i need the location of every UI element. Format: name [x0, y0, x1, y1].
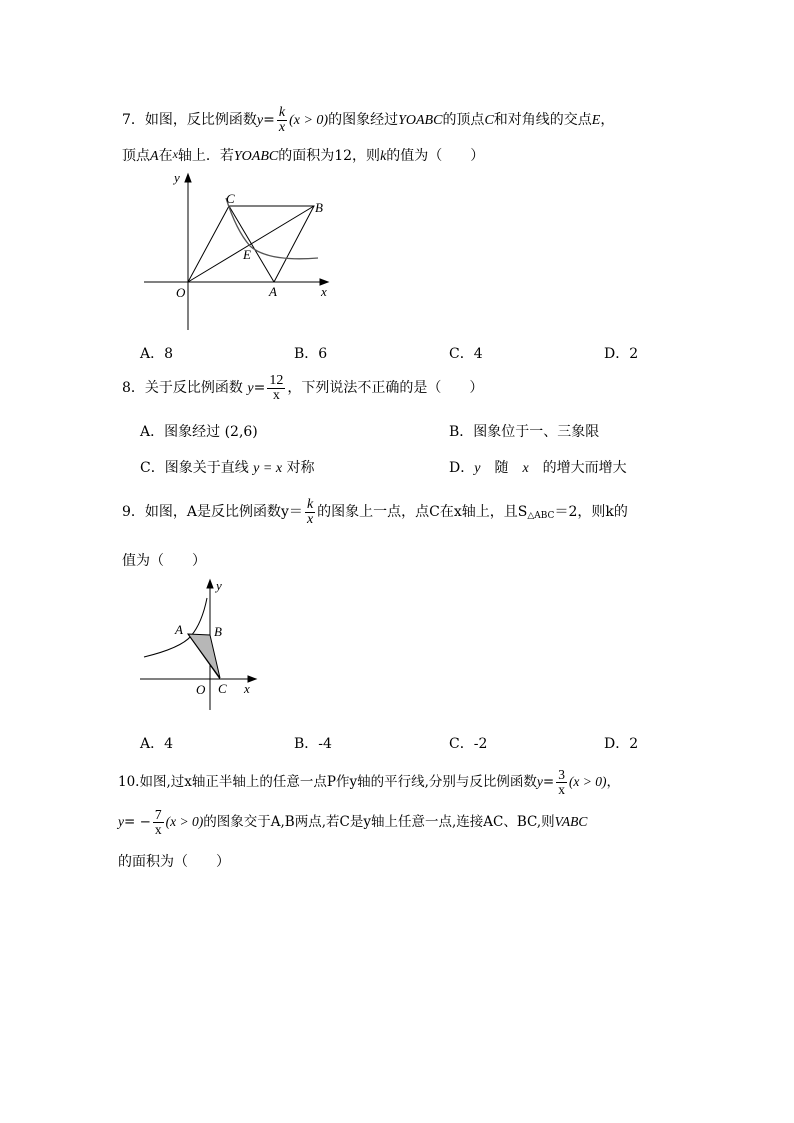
q10-line3: 的面积为（ ）: [118, 854, 230, 870]
q9-option-c[interactable]: C．-2: [449, 736, 488, 752]
q7-figure: [138, 170, 338, 335]
q7-y: y: [256, 113, 264, 128]
q9-label-C: C: [218, 681, 227, 696]
q7-hyperbola: [226, 198, 318, 259]
q7-text-1: 如图，反比例函数: [144, 112, 257, 128]
q7-line1: [122, 104, 614, 136]
q9-subscript: △ABC: [527, 511, 555, 521]
q7-parallelogram-2: YOABC: [233, 149, 279, 164]
q9-y-arrow: [207, 580, 213, 588]
q7-option-c[interactable]: C．4: [449, 346, 483, 362]
q8-y: y: [247, 381, 254, 396]
q9-line2: 值为（ ）: [122, 553, 206, 569]
q10-line2: y= − $\frac{7}{x}$ (x > 0)的图象交于A,B两点,若C是y轴上任意一点,连接AC、BC,则VABC: [118, 807, 588, 837]
q7-l2d: 的面积为12，则: [278, 148, 381, 164]
q10-fraction-1: $\frac{3}{x}$: [558, 767, 565, 797]
q9-label-O: O: [196, 682, 206, 697]
q10-fraction-2: $\frac{7}{x}$: [154, 807, 162, 837]
q7-text-4: 和对角线的交点: [493, 112, 592, 128]
q8-number-text: 8．关于反比例函数: [122, 380, 243, 396]
q8-fraction: $\frac{12}{x}$: [269, 372, 284, 403]
q7-C: C: [484, 113, 494, 128]
q7-text-3: 的顶点: [442, 112, 485, 128]
q7-label-O: O: [176, 285, 186, 300]
q9-fraction: $\frac{k}{x}$: [306, 496, 314, 527]
q7-parallelogram: YOABC: [398, 113, 443, 128]
q8-option-c[interactable]: C．图象关于直线 y = x 对称: [140, 460, 315, 476]
q7-label-A: A: [269, 284, 277, 299]
q7-label-y: y: [174, 170, 180, 185]
q9-label-y: y: [216, 578, 222, 593]
q7-line2: [122, 144, 484, 167]
q7-label-E: E: [243, 247, 251, 262]
q7-label-C: C: [226, 191, 235, 206]
q9-option-b[interactable]: B．-4: [294, 736, 332, 752]
q7-eq: =: [263, 112, 275, 128]
q8-point: (2,6): [224, 424, 258, 440]
q9-label-x: x: [244, 681, 250, 696]
q9-option-a[interactable]: A．4: [140, 736, 174, 752]
q7-option-a[interactable]: A．8: [140, 346, 174, 362]
q10-line1: 10.如图,过x轴正半轴上的任意一点P作y轴的平行线,分别与反比例函数y= $\frac{3}{x}$ (x > 0)，: [118, 767, 621, 797]
q7-diagonal-AC: [229, 206, 274, 282]
q7-comma: ，: [600, 112, 615, 128]
q8-stem: [122, 370, 483, 406]
q7-y-arrow: [185, 174, 191, 182]
q10-triangle: VABC: [554, 814, 588, 829]
q9-stem: 9．如图，A是反比例函数y＝ $\frac{k}{x}$ 的图象上一点，点C在x轴上，且S△ABC＝2，则k的: [122, 496, 628, 527]
q8-tail: ，下列说法不正确的是（ ）: [287, 380, 484, 396]
q8-option-a[interactable]: A．图象经过 (2,6): [140, 424, 258, 440]
q7-l2e: 的值为（ ）: [386, 148, 485, 164]
q7-label-x: x: [321, 284, 327, 299]
q8-line-eq: y = x: [253, 461, 283, 476]
q9-label-B: B: [214, 624, 222, 639]
q7-number: 7．: [122, 112, 145, 128]
q7-l2b: 在: [158, 148, 173, 164]
q7-fraction: $\frac{k}{x}$: [278, 104, 286, 135]
q7-l2x: x: [172, 147, 178, 161]
q7-label-B: B: [315, 200, 323, 215]
q8-eq: =: [253, 380, 266, 396]
q7-option-d[interactable]: D．2: [604, 346, 639, 362]
q7-k: k: [380, 149, 387, 164]
q8-option-d[interactable]: D．y 随 x 的增大而增大: [449, 460, 627, 476]
q7-option-b[interactable]: B．6: [294, 346, 328, 362]
q9-option-d[interactable]: D．2: [604, 736, 639, 752]
q8-option-b[interactable]: B．图象位于一、三象限: [449, 424, 600, 440]
q7-A: A: [150, 149, 159, 164]
q9-figure: [136, 578, 266, 713]
q7-condition: (x > 0): [289, 113, 329, 128]
q7-text-2: 的图象经过: [328, 112, 399, 128]
q7-l2c: 轴上．若: [177, 148, 234, 164]
q7-l2a: 顶点: [122, 148, 150, 164]
q7-E: E: [591, 113, 601, 128]
q9-label-A: A: [175, 622, 183, 637]
